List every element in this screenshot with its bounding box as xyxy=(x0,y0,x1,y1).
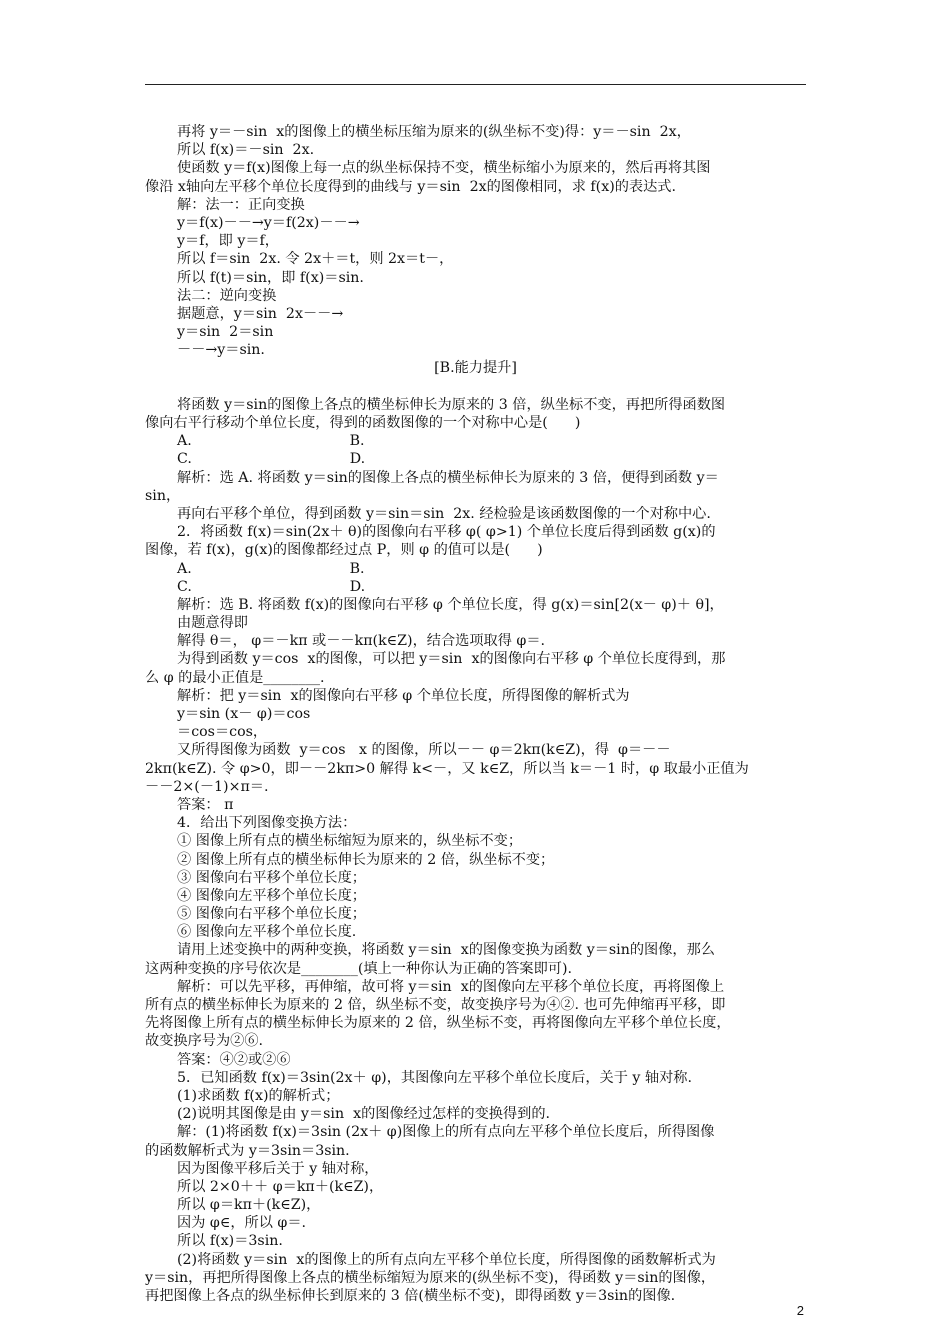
text-line: 4．给出下列图像变换方法： xyxy=(177,815,357,832)
option-line: C. D. xyxy=(177,451,366,468)
page-number: 2 xyxy=(796,1303,804,1318)
text-line: 图像，若 f(x)，g(x)的图像都经过点 P，则 φ 的值可以是( ) xyxy=(145,542,543,559)
header-rule xyxy=(145,84,806,85)
text-line: 故变换序号为②⑥. xyxy=(145,1033,264,1050)
text-line: (2)说明其图像是由 y＝sin x的图像经过怎样的变换得到的. xyxy=(177,1106,551,1123)
text-line: 2kπ(k∈Z). 令 φ>0，即－－2kπ>0 解得 k<－，又 k∈Z，所以当 k＝－1 时，φ 取最小正值为 xyxy=(145,760,749,777)
text-line: 解析：可以先平移，再伸缩，故可将 y＝sin x的图像向左平移个单位长度，再将图像上 xyxy=(177,978,725,995)
text-line: 据题意，y＝sin 2x－－→ xyxy=(177,305,344,322)
text-line: 解得 θ＝， φ＝－kπ 或－－kπ(k∈Z)，结合选项取得 φ＝. xyxy=(177,633,546,650)
text-line: 5．已知函数 f(x)＝3sin(2x＋ φ)，其图像向左平移个单位长度后，关于 y 轴对称. xyxy=(177,1069,692,1086)
text-line: y＝sin (x－ φ)＝cos xyxy=(177,706,311,722)
list-item: ④ 图像向左平移个单位长度； xyxy=(177,887,366,904)
list-item: ① 图像上所有点的横坐标缩短为原来的，纵坐标不变； xyxy=(177,833,523,850)
answer-line: 答案： π xyxy=(177,796,234,813)
text-line: (2)将函数 y＝sin x的图像上的所有点向左平移个单位长度，所得图像的函数解析式为 xyxy=(177,1251,716,1268)
text-line: 由题意得即 xyxy=(177,615,248,632)
text-line: 使函数 y＝f(x)图像上每一点的纵坐标保持不变，横坐标缩小为原来的，然后再将其图 xyxy=(177,160,711,177)
text-line: 请用上述变换中的两种变换，将函数 y＝sin x的图像变换为函数 y＝sin的图像，那么 xyxy=(177,942,715,959)
blank-line xyxy=(145,378,806,396)
text-line: 2．将函数 f(x)＝sin(2x＋ θ)的图像向右平移 φ( φ>1) 个单位长度后得到函数 g(x)的 xyxy=(177,524,716,541)
section-heading: [B.能力提升] xyxy=(434,360,517,377)
text-line: sin， xyxy=(145,487,181,504)
text-line: －－2×(－1)×π＝. xyxy=(145,778,269,795)
option-line: A. B. xyxy=(177,560,365,577)
text-line: y＝f，即 y＝f， xyxy=(177,233,279,250)
option-line: A. B. xyxy=(177,433,365,450)
answer-line: 答案：④②或②⑥ xyxy=(177,1051,291,1068)
text-line: 像向右平行移动个单位长度，得到的函数图像的一个对称中心是( ) xyxy=(145,415,581,431)
list-item: ⑤ 图像向右平移个单位长度； xyxy=(177,906,366,923)
text-line: 解：法一：正向变换 xyxy=(177,196,305,213)
text-line: (1)求函数 f(x)的解析式； xyxy=(177,1087,340,1104)
text-line: 解析：把 y＝sin x的图像向右平移 φ 个单位长度，所得图像的解析式为 xyxy=(177,687,630,704)
text-line: 的函数解析式为 y＝3sin＝3sin. xyxy=(145,1142,350,1159)
text-line: y＝sin，再把所得图像上各点的横坐标缩短为原来的(纵坐标不变)，得函数 y＝sin的图像， xyxy=(145,1269,716,1286)
text-line: 么 φ 的最小正值是________. xyxy=(145,669,325,686)
text-line: 像沿 x轴向左平移个单位长度得到的曲线与 y＝sin 2x的图像相同，求 f(x)的表达式. xyxy=(145,178,677,195)
text-line: 所以 f(t)＝sin，即 f(x)＝sin. xyxy=(177,269,364,286)
text-line: y＝sin 2＝sin xyxy=(177,324,274,341)
text-line: y＝f(x)－－→y＝f(2x)－－→ xyxy=(177,214,360,231)
list-item: ⑥ 图像向左平移个单位长度. xyxy=(177,924,357,941)
text-line: 解析：选 B. 将函数 f(x)的图像向右平移 φ 个单位长度，得 g(x)＝sin[2(x－ φ)＋ θ]， xyxy=(177,596,724,613)
text-line: 再把图像上各点的纵坐标伸长到原来的 3 倍(横坐标不变)，即得函数 y＝3sin的图像. xyxy=(145,1288,676,1304)
text-line: 又所得图像为函数 y＝cos x 的图像，所以－－ φ＝2kπ(k∈Z)，得 φ＝－－ xyxy=(177,742,671,759)
text-line: 解析：选 A. 将函数 y＝sin的图像上各点的横坐标伸长为原来的 3 倍，便得到函数 y＝ xyxy=(177,469,719,486)
text-line: 再向右平移个单位，得到函数 y＝sin＝sin 2x. 经检验是该函数图像的一个对称中心. xyxy=(177,505,711,522)
list-item: ③ 图像向右平移个单位长度； xyxy=(177,869,366,886)
text-line: 因为 φ∈，所以 φ＝. xyxy=(177,1215,307,1232)
text-line: 法二：逆向变换 xyxy=(177,287,277,304)
text-line: 所以 f(x)＝3sin. xyxy=(177,1233,283,1250)
text-line: 所以 f＝sin 2x. 令 2x＋＝t，则 2x＝t－， xyxy=(177,251,454,268)
option-line: C. D. xyxy=(177,578,366,595)
text-line: 再将 y＝－sin x的图像上的横坐标压缩为原来的(纵坐标不变)得：y＝－sin 2x， xyxy=(177,124,691,140)
list-item: ② 图像上所有点的横坐标伸长为原来的 2 倍，纵坐标不变； xyxy=(177,851,555,868)
text-line: 为得到函数 y＝cos x的图像，可以把 y＝sin x的图像向右平移 φ 个单位长度得到，那 xyxy=(177,651,726,668)
text-line: 所以 φ＝kπ＋(k∈Z)， xyxy=(177,1197,321,1214)
text-line: 将函数 y＝sin的图像上各点的横坐标伸长为原来的 3 倍，纵坐标不变，再把所得函数图 xyxy=(177,396,726,413)
text-line: 所以 2×0＋＋ φ＝kπ＋(k∈Z)， xyxy=(177,1178,384,1195)
text-line: ＝cos＝cos， xyxy=(177,724,268,741)
text-line: －－→y＝sin. xyxy=(177,342,265,359)
text-line: 先将图像上所有点的横坐标伸长为原来的 2 倍，纵坐标不变，再将图像向左平移个单位长度， xyxy=(145,1015,731,1032)
page-body xyxy=(145,123,806,1305)
text-line: 因为图像平移后关于 y 轴对称， xyxy=(177,1160,379,1177)
text-line: 解：(1)将函数 f(x)＝3sin (2x＋ φ)图像上的所有点向左平移个单位长度后，所得图像 xyxy=(177,1124,715,1141)
text-line: 所以 f(x)＝－sin 2x. xyxy=(177,142,315,159)
text-line: 这两种变换的序号依次是________(填上一种你认为正确的答案即可). xyxy=(145,960,573,977)
text-line: 所有点的横坐标伸长为原来的 2 倍，纵坐标不变，故变换序号为④②. 也可先伸缩再平移，即 xyxy=(145,997,726,1013)
